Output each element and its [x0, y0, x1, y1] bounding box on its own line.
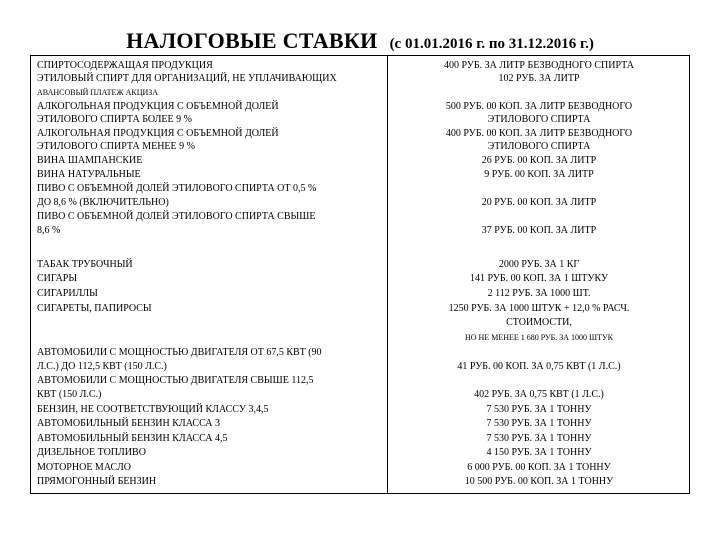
- category-auto-mid: АВТОМОБИЛИ С МОЩНОСТЬЮ ДВИГАТЕЛЯ ОТ 67,5 КВТ (90: [37, 347, 322, 358]
- page-title: [0, 28, 720, 54]
- rate-alcohol-over-9-cont: ЭТИЛОВОГО СПИРТА: [487, 114, 591, 125]
- rate-straight-run-petrol: 10 500 РУБ. 00 КОП. ЗА 1 ТОННУ: [464, 476, 614, 487]
- category-petrol-class-3: АВТОМОБИЛЬНЫЙ БЕНЗИН КЛАССА 3: [37, 418, 220, 429]
- rate-cigarettes-minimum: НО НЕ МЕНЕЕ 1 680 РУБ. ЗА 1000 ШТУК: [464, 333, 614, 342]
- category-alcohol-over-9: АЛКОГОЛЬНАЯ ПРОДУКЦИЯ С ОБЪЕМНОЙ ДОЛЕЙ: [37, 101, 279, 112]
- rate-alcohol-over-9: 500 РУБ. 00 КОП. ЗА ЛИТР БЕЗВОДНОГО: [445, 101, 633, 112]
- rate-ethyl-spirit: 102 РУБ. ЗА ЛИТР: [498, 73, 580, 84]
- category-spirit-products: СПИРТОСОДЕРЖАЩАЯ ПРОДУКЦИЯ: [37, 60, 213, 71]
- category-beer-high: ПИВО С ОБЪЕМНОЙ ДОЛЕЙ ЭТИЛОВОГО СПИРТА СВЫШЕ: [37, 211, 316, 222]
- rate-wine-champagne: 26 РУБ. 00 КОП. ЗА ЛИТР: [481, 155, 597, 166]
- category-beer-low: ПИВО С ОБЪЕМНОЙ ДОЛЕЙ ЭТИЛОВОГО СПИРТА ОТ 0,5 %: [37, 183, 317, 194]
- rate-beer-high: 37 РУБ. 00 КОП. ЗА ЛИТР: [481, 225, 597, 236]
- rate-cigarettes-cont: СТОИМОСТИ,: [506, 317, 572, 328]
- category-cigars: СИГАРЫ: [37, 273, 78, 284]
- category-petrol-nonclass: БЕНЗИН, НЕ СООТВЕТСТВУЮЩИЙ КЛАССУ 3,4,5: [37, 404, 269, 415]
- rate-wine-natural: 9 РУБ. 00 КОП. ЗА ЛИТР: [484, 169, 594, 180]
- rate-petrol-nonclass: 7 530 РУБ. ЗА 1 ТОННУ: [486, 404, 592, 415]
- category-ethyl-spirit: ЭТИЛОВЫЙ СПИРТ ДЛЯ ОРГАНИЗАЦИЙ, НЕ УПЛАЧИВАЮЩИХ: [37, 73, 337, 84]
- category-ethyl-spirit-note: АВАНСОВЫЙ ПЛАТЕЖ АКЦИЗА: [37, 88, 159, 97]
- category-auto-high-cont: КВТ (150 Л.С.): [37, 389, 102, 400]
- rate-spirit-products: 400 РУБ. ЗА ЛИТР БЕЗВОДНОГО СПИРТА: [443, 60, 635, 71]
- category-alcohol-under-9-cont: ЭТИЛОВОГО СПИРТА МЕНЕЕ 9 %: [37, 141, 195, 152]
- category-wine-natural: ВИНА НАТУРАЛЬНЫЕ: [37, 169, 141, 180]
- category-wine-champagne: ВИНА ШАМПАНСКИЕ: [37, 155, 143, 166]
- rate-beer-low: 20 РУБ. 00 КОП. ЗА ЛИТР: [481, 197, 597, 208]
- rate-pipe-tobacco: 2000 РУБ. ЗА 1 КГ: [498, 259, 580, 270]
- category-cigarettes: СИГАРЕТЫ, ПАПИРОСЫ: [37, 303, 152, 314]
- category-diesel: ДИЗЕЛЬНОЕ ТОПЛИВО: [37, 447, 146, 458]
- rate-auto-high: 402 РУБ. ЗА 0,75 КВТ (1 Л.С.): [474, 389, 604, 400]
- title-period: (с 01.01.2016 г. по 31.12.2016 г.): [389, 36, 594, 52]
- category-alcohol-over-9-cont: ЭТИЛОВОГО СПИРТА БОЛЕЕ 9 %: [37, 114, 192, 125]
- rate-cigarettes: 1250 РУБ. ЗА 1000 ШТУК + 12,0 % РАСЧ.: [448, 303, 630, 314]
- tax-rates-table: [30, 55, 690, 494]
- rate-petrol-class-3: 7 530 РУБ. ЗА 1 ТОННУ: [486, 418, 592, 429]
- category-motor-oil: МОТОРНОЕ МАСЛО: [37, 462, 131, 473]
- rate-alcohol-under-9-cont: ЭТИЛОВОГО СПИРТА: [487, 141, 591, 152]
- category-alcohol-under-9: АЛКОГОЛЬНАЯ ПРОДУКЦИЯ С ОБЪЕМНОЙ ДОЛЕЙ: [37, 128, 279, 139]
- category-petrol-class-4-5: АВТОМОБИЛЬНЫЙ БЕНЗИН КЛАССА 4,5: [37, 433, 228, 444]
- rate-auto-mid: 41 РУБ. 00 КОП. ЗА 0,75 КВТ (1 Л.С.): [457, 361, 621, 372]
- category-cigarillos: СИГАРИЛЛЫ: [37, 288, 98, 299]
- category-auto-mid-cont: Л.С.) ДО 112,5 КВТ (150 Л.С.): [37, 361, 167, 372]
- category-beer-high-cont: 8,6 %: [37, 225, 61, 236]
- title-main: НАЛОГОВЫЕ СТАВКИ: [126, 28, 378, 53]
- rate-diesel: 4 150 РУБ. ЗА 1 ТОННУ: [486, 447, 592, 458]
- rate-alcohol-under-9: 400 РУБ. 00 КОП. ЗА ЛИТР БЕЗВОДНОГО: [445, 128, 633, 139]
- rate-cigarillos: 2 112 РУБ. ЗА 1000 ШТ.: [487, 288, 591, 299]
- category-straight-run-petrol: ПРЯМОГОННЫЙ БЕНЗИН: [37, 476, 157, 487]
- category-pipe-tobacco: ТАБАК ТРУБОЧНЫЙ: [37, 259, 133, 270]
- rate-motor-oil: 6 000 РУБ. 00 КОП. ЗА 1 ТОННУ: [467, 462, 611, 473]
- category-beer-low-cont: ДО 8,6 % (ВКЛЮЧИТЕЛЬНО): [37, 197, 169, 208]
- rate-cigars: 141 РУБ. 00 КОП. ЗА 1 ШТУКУ: [469, 273, 609, 284]
- category-auto-high: АВТОМОБИЛИ С МОЩНОСТЬЮ ДВИГАТЕЛЯ СВЫШЕ 112,5: [37, 375, 314, 386]
- rate-petrol-class-4-5: 7 530 РУБ. ЗА 1 ТОННУ: [486, 433, 592, 444]
